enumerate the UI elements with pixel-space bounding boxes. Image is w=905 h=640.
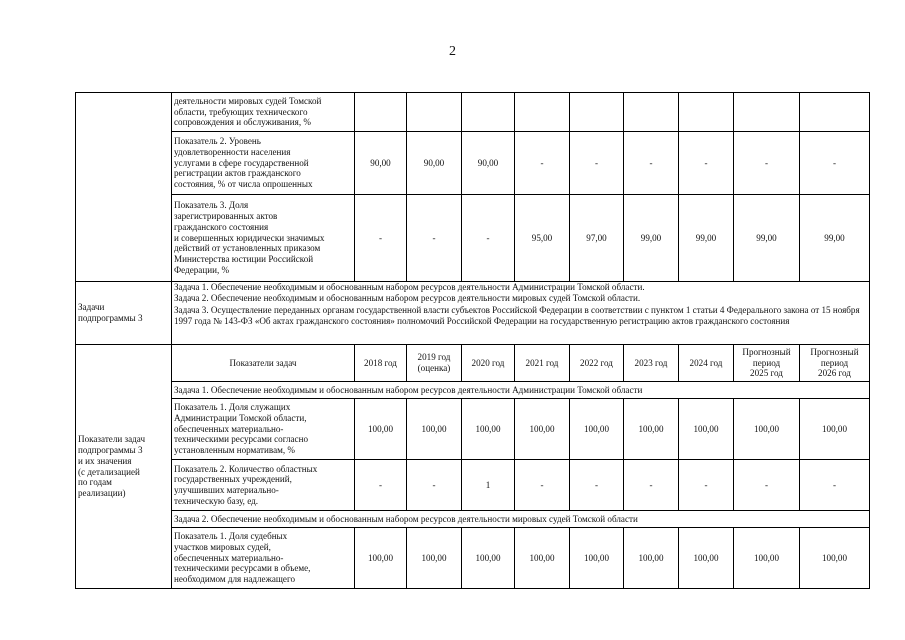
indicator-value: 99,00: [679, 195, 734, 282]
indicator-value: -: [407, 460, 462, 511]
indicator-value: 100,00: [679, 399, 734, 460]
indicator-value: 100,00: [462, 528, 515, 589]
indicator-label: Показатель 1. Доля служащих Администрации Томской области, обеспеченных материально- техническими ресурсами согласно установленным нормативам, %: [172, 399, 355, 460]
indicator-value: 99,00: [734, 195, 800, 282]
indicator-value: [355, 93, 407, 132]
indicator-value: -: [570, 460, 624, 511]
indicator-value: [407, 93, 462, 132]
indicator-value: -: [734, 132, 800, 195]
indicator-value: [462, 93, 515, 132]
indicator-value: 1: [462, 460, 515, 511]
task-title: Задача 1. Обеспечение необходимым и обоснованным набором ресурсов деятельности Администрации Томской области: [172, 382, 870, 399]
indicator-label: Показатель 3. Доля зарегистрированных актов гражданского состояния и совершенных юридически значимых действий от установленных приказом Министерства юстиции Российской Федерации, %: [172, 195, 355, 282]
column-header: 2018 год: [355, 345, 407, 382]
indicator-value: [800, 93, 870, 132]
indicator-value: -: [407, 195, 462, 282]
indicator-value: -: [679, 132, 734, 195]
indicator-value: 99,00: [800, 195, 870, 282]
tasks-list: [172, 282, 870, 345]
indicator-value: -: [800, 132, 870, 195]
page-number: 2: [449, 44, 456, 59]
indicator-value: -: [679, 460, 734, 511]
indicator-value: 100,00: [515, 399, 570, 460]
indicator-value: -: [734, 460, 800, 511]
indicator-value: -: [570, 132, 624, 195]
column-header: Прогнозный период 2025 год: [734, 345, 800, 382]
task-title-row: [76, 382, 870, 399]
indicators-section-label: Показатели задач подпрограммы 3 и их значения (с детализацией по годам реализации): [76, 345, 172, 589]
indicator-value: 100,00: [407, 528, 462, 589]
indicator-value: [624, 93, 679, 132]
table-row: [76, 460, 870, 511]
indicator-value: [515, 93, 570, 132]
column-header: 2023 год: [624, 345, 679, 382]
indicator-value: 97,00: [570, 195, 624, 282]
indicator-value: 100,00: [570, 399, 624, 460]
subprogram-table: [75, 92, 870, 589]
column-header: 2021 год: [515, 345, 570, 382]
task-title-row: [76, 511, 870, 528]
table-row: [76, 93, 870, 132]
indicator-value: 90,00: [355, 132, 407, 195]
indicator-value: [734, 93, 800, 132]
indicator-value: -: [800, 460, 870, 511]
task-line: Задача 1. Обеспечение необходимым и обоснованным набором ресурсов деятельности Администрации Томской области.: [174, 282, 645, 292]
indicator-value: -: [624, 132, 679, 195]
header-row: [76, 345, 870, 382]
task-line: Задача 3. Осуществление переданных органам государственной власти субъектов Российской Федерации в соответствии с пунктом 1 статьи 4 Федерального закона от 15 ноября 1997 года № 143-ФЗ «Об актах гражданского состояния» полномочий Российской Федерации на государственную регистрацию актов гражданского состояния: [174, 304, 860, 327]
indicator-value: 100,00: [462, 399, 515, 460]
column-header: 2022 год: [570, 345, 624, 382]
indicator-value: 100,00: [624, 399, 679, 460]
indicator-value: -: [515, 460, 570, 511]
indicator-value: 100,00: [800, 528, 870, 589]
indicator-value: 100,00: [570, 528, 624, 589]
indicator-value: 99,00: [624, 195, 679, 282]
column-header: Прогнозный период 2026 год: [800, 345, 870, 382]
indicator-value: -: [515, 132, 570, 195]
indicator-value: 100,00: [734, 528, 800, 589]
column-header: 2024 год: [679, 345, 734, 382]
indicator-label: Показатель 2. Количество областных государственных учреждений, улучшивших материально- техническую базу, ед.: [172, 460, 355, 511]
task-title: Задача 2. Обеспечение необходимым и обоснованным набором ресурсов деятельности мировых судей Томской области: [172, 511, 870, 528]
indicator-value: 100,00: [355, 399, 407, 460]
column-header: Показатели задач: [172, 345, 355, 382]
indicator-value: 90,00: [407, 132, 462, 195]
table-row: [76, 528, 870, 589]
indicator-value: -: [355, 195, 407, 282]
column-header: 2019 год (оценка): [407, 345, 462, 382]
indicator-value: 100,00: [407, 399, 462, 460]
indicator-value: -: [624, 460, 679, 511]
table-row: [76, 399, 870, 460]
indicator-value: [570, 93, 624, 132]
tasks-section-label: Задачи подпрограммы 3: [76, 282, 172, 345]
indicator-value: -: [462, 195, 515, 282]
indicator-value: 100,00: [679, 528, 734, 589]
indicator-value: 100,00: [800, 399, 870, 460]
indicator-value: 95,00: [515, 195, 570, 282]
table-row: [76, 195, 870, 282]
task-line: Задача 2. Обеспечение необходимым и обоснованным набором ресурсов деятельности мировых судей Томской области.: [174, 293, 641, 304]
column-header: 2020 год: [462, 345, 515, 382]
indicator-value: 100,00: [515, 528, 570, 589]
indicator-label: Показатель 1. Доля судебных участков мировых судей, обеспеченных материально- техническими ресурсами в объеме, необходимом для надлежащего: [172, 528, 355, 589]
indicator-value: [679, 93, 734, 132]
indicator-value: 100,00: [624, 528, 679, 589]
indicator-value: -: [355, 460, 407, 511]
indicator-value: 100,00: [734, 399, 800, 460]
table-row: [76, 282, 870, 345]
indicator-label: Показатель 2. Уровень удовлетворенности населения услугами в сфере государственной регистрации актов гражданского состояния, % от числа опрошенных: [172, 132, 355, 195]
indicator-value: 90,00: [462, 132, 515, 195]
indicator-value: 100,00: [355, 528, 407, 589]
indicator-label: деятельности мировых судей Томской области, требующих технического сопровождения и обслуживания, %: [172, 93, 355, 132]
table-row: [76, 132, 870, 195]
blank-section-cell: [76, 93, 172, 282]
